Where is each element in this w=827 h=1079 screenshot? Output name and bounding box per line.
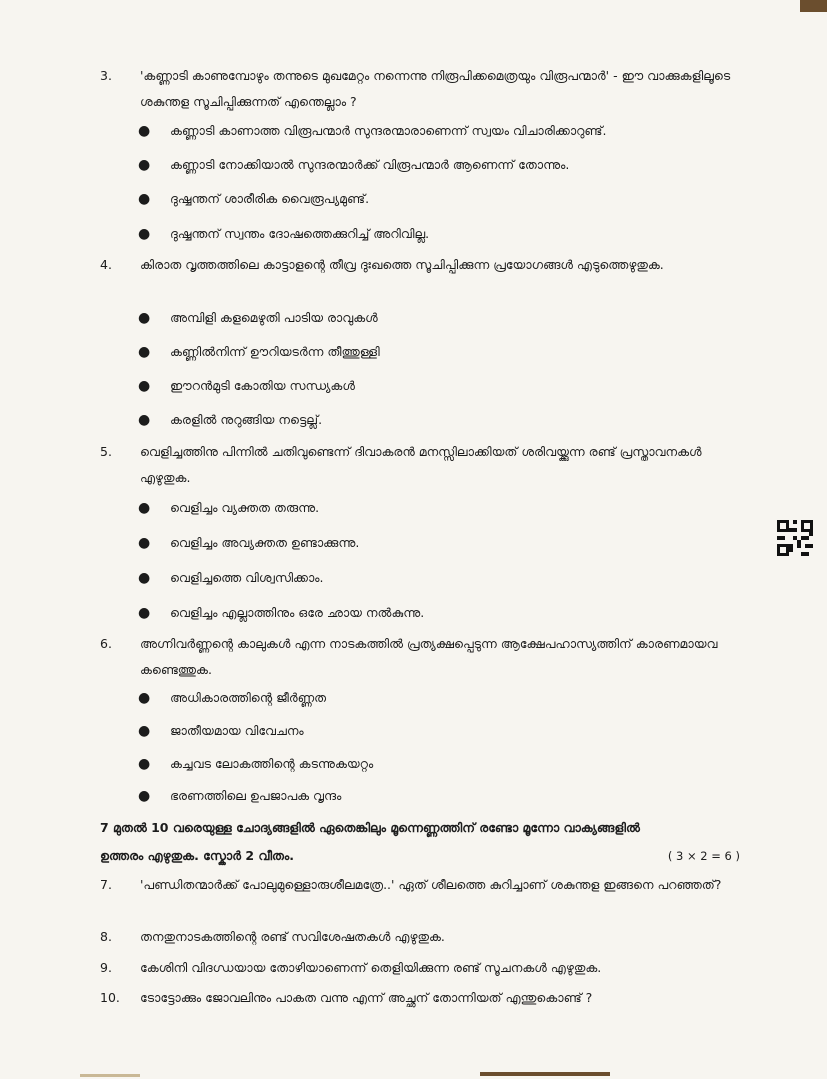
question-number: 8.	[100, 929, 112, 944]
option-text: കണ്ണാടി കാണാത്ത വിരൂപന്മാർ സുന്ദരന്മാരാണെന്ന് സ്വയം വിചാരിക്കാറുണ്ട്.	[170, 123, 607, 138]
option-item	[138, 410, 322, 430]
question-8	[100, 924, 740, 950]
option-text: ഭരണത്തിലെ ഉപജാപക വൃന്ദം	[170, 788, 342, 803]
bullet-icon: ●	[138, 310, 151, 326]
question-number: 10.	[100, 990, 120, 1005]
question-number: 4.	[100, 257, 112, 272]
option-item	[138, 224, 429, 244]
bullet-icon: ●	[138, 123, 151, 139]
option-text: ജാതീയമായ വിവേചനം	[170, 723, 304, 738]
bullet-icon: ●	[138, 570, 151, 586]
bullet-icon: ●	[138, 412, 151, 428]
question-10	[100, 985, 740, 1011]
bullet-icon: ●	[138, 500, 151, 516]
option-item	[138, 498, 319, 518]
option-item	[138, 721, 304, 741]
question-6	[100, 631, 740, 683]
option-item	[138, 376, 355, 396]
section-text: 7 മുതൽ 10 വരെയുള്ള ചോദ്യങ്ങളിൽ ഏതെങ്കിലും മൂന്നെണ്ണത്തിന് രണ്ടോ മൂന്നോ വാക്യങ്ങളിൽ ഉത്തരം എഴുതുക. സ്കോർ 2 വീതം.	[100, 820, 640, 863]
bullet-icon: ●	[138, 605, 151, 621]
option-item	[138, 688, 326, 708]
option-item	[138, 308, 378, 328]
bullet-icon: ●	[138, 788, 151, 804]
option-item	[138, 342, 380, 362]
question-number: 6.	[100, 636, 112, 651]
question-text: തനതുനാടകത്തിന്റെ രണ്ട് സവിശേഷതകൾ എഴുതുക.	[140, 929, 445, 944]
option-text: വെളിച്ചം അവ്യക്തത ഉണ്ടാക്കുന്നു.	[170, 535, 360, 550]
option-item	[138, 786, 341, 806]
question-number: 3.	[100, 68, 112, 83]
question-3	[100, 63, 740, 115]
question-text: അഗ്നിവർണ്ണന്റെ കാലുകൾ എന്ന നാടകത്തിൽ പ്രത്യക്ഷപ്പെടുന്ന ആക്ഷേപഹാസ്യത്തിന് കാരണമായവ കണ്ടെത്തുക.	[140, 636, 718, 677]
option-text: കരളിൽ നുറുങ്ങിയ നട്ടെല്ല്.	[170, 412, 323, 427]
bullet-icon: ●	[138, 756, 151, 772]
question-9	[100, 955, 740, 981]
option-text: കണ്ണിൽനിന്ന് ഊറിയടർന്ന തീത്തുള്ളി	[170, 344, 380, 359]
question-4	[100, 252, 740, 278]
question-number: 5.	[100, 444, 112, 459]
option-text: ഈറൻമുടി കോതിയ സന്ധ്യകൾ	[170, 378, 355, 393]
question-text: വെളിച്ചത്തിനു പിന്നിൽ ചതിവുണ്ടെന്ന് ദിവാകരൻ മനസ്സിലാക്കിയത് ശരിവയ്ക്കുന്ന രണ്ട് പ്രസ്താവനകൾ എഴുതുക.	[140, 444, 702, 485]
option-item	[138, 754, 373, 774]
bullet-icon: ●	[138, 535, 151, 551]
question-text: 'പണ്ഡിതന്മാർക്ക് പോലുമുള്ളൊരുശീലമത്രേ..' ഏത് ശീലത്തെ കുറിച്ചാണ് ശകുന്തള ഇങ്ങനെ പറഞ്ഞത്?	[140, 877, 722, 892]
section-instruction	[100, 814, 740, 870]
bullet-icon: ●	[138, 378, 151, 394]
option-item	[138, 155, 569, 175]
option-item	[138, 603, 424, 623]
bullet-icon: ●	[138, 690, 151, 706]
option-item	[138, 189, 369, 209]
question-7	[100, 872, 740, 898]
bullet-icon: ●	[138, 157, 151, 173]
option-text: അധികാരത്തിന്റെ ജീർണ്ണത	[170, 690, 327, 705]
question-text: ടോട്ടോക്കും ജോവലിനും പാകത വന്നു എന്ന് അച്ഛന് തോന്നിയത് എന്തുകൊണ്ട് ?	[140, 990, 593, 1005]
qr-code-icon	[777, 520, 813, 556]
option-text: വെളിച്ചം വ്യക്തത തരുന്നു.	[170, 500, 320, 515]
question-5	[100, 439, 740, 491]
bullet-icon: ●	[138, 191, 151, 207]
option-text: അമ്പിളി കളമെഴുതി പാടിയ രാവുകൾ	[170, 310, 378, 325]
bullet-icon: ●	[138, 344, 151, 360]
option-text: വെളിച്ചത്തെ വിശ്വസിക്കാം.	[170, 570, 324, 585]
page-edge-mark	[800, 0, 827, 12]
option-text: കണ്ണാടി നോക്കിയാൽ സുന്ദരന്മാർക്ക് വിരൂപന്മാർ ആണെന്ന് തോന്നും.	[170, 157, 570, 172]
page-edge-mark	[80, 1074, 140, 1077]
question-number: 7.	[100, 877, 112, 892]
question-number: 9.	[100, 960, 112, 975]
option-item	[138, 533, 359, 553]
bullet-icon: ●	[138, 723, 151, 739]
option-text: കച്ചവട ലോകത്തിന്റെ കടന്നുകയറ്റം	[170, 756, 374, 771]
question-text: കേശിനി വിദഗ്ധയായ തോഴിയാണെന്ന് തെളിയിക്കുന്ന രണ്ട് സൂചനകൾ എഴുതുക.	[140, 960, 602, 975]
bullet-icon: ●	[138, 226, 151, 242]
page-edge-mark	[480, 1072, 610, 1076]
section-marks: ( 3 × 2 = 6 )	[667, 849, 740, 863]
option-text: ദുഷ്ഷന്തന് ശാരീരിക വൈരൂപ്യമുണ്ട്.	[170, 191, 370, 206]
option-text: ദുഷ്ഷന്തന് സ്വന്തം ദോഷത്തെക്കുറിച്ച് അറിവില്ല.	[170, 226, 430, 241]
question-text: കിരാത വൃത്തത്തിലെ കാട്ടാളന്റെ തീവ്ര ദുഃഖത്തെ സൂചിപ്പിക്കുന്ന പ്രയോഗങ്ങൾ എടുത്തെഴുതുക.	[140, 257, 664, 272]
option-item	[138, 121, 606, 141]
question-text: 'കണ്ണാടി കാണുമ്പോഴും തന്നുടെ മുഖമേറ്റം നന്നെന്നു നിരൂപിക്കമെത്രയും വിരൂപന്മാർ' - ഈ വാക്കുകളിലൂടെ ശകുന്തള സൂചിപ്പിക്കുന്നത് എന്തെല്ലാം ?	[140, 68, 731, 109]
option-item	[138, 568, 324, 588]
option-text: വെളിച്ചം എല്ലാത്തിനും ഒരേ ഛായ നൽകുന്നു.	[170, 605, 425, 620]
